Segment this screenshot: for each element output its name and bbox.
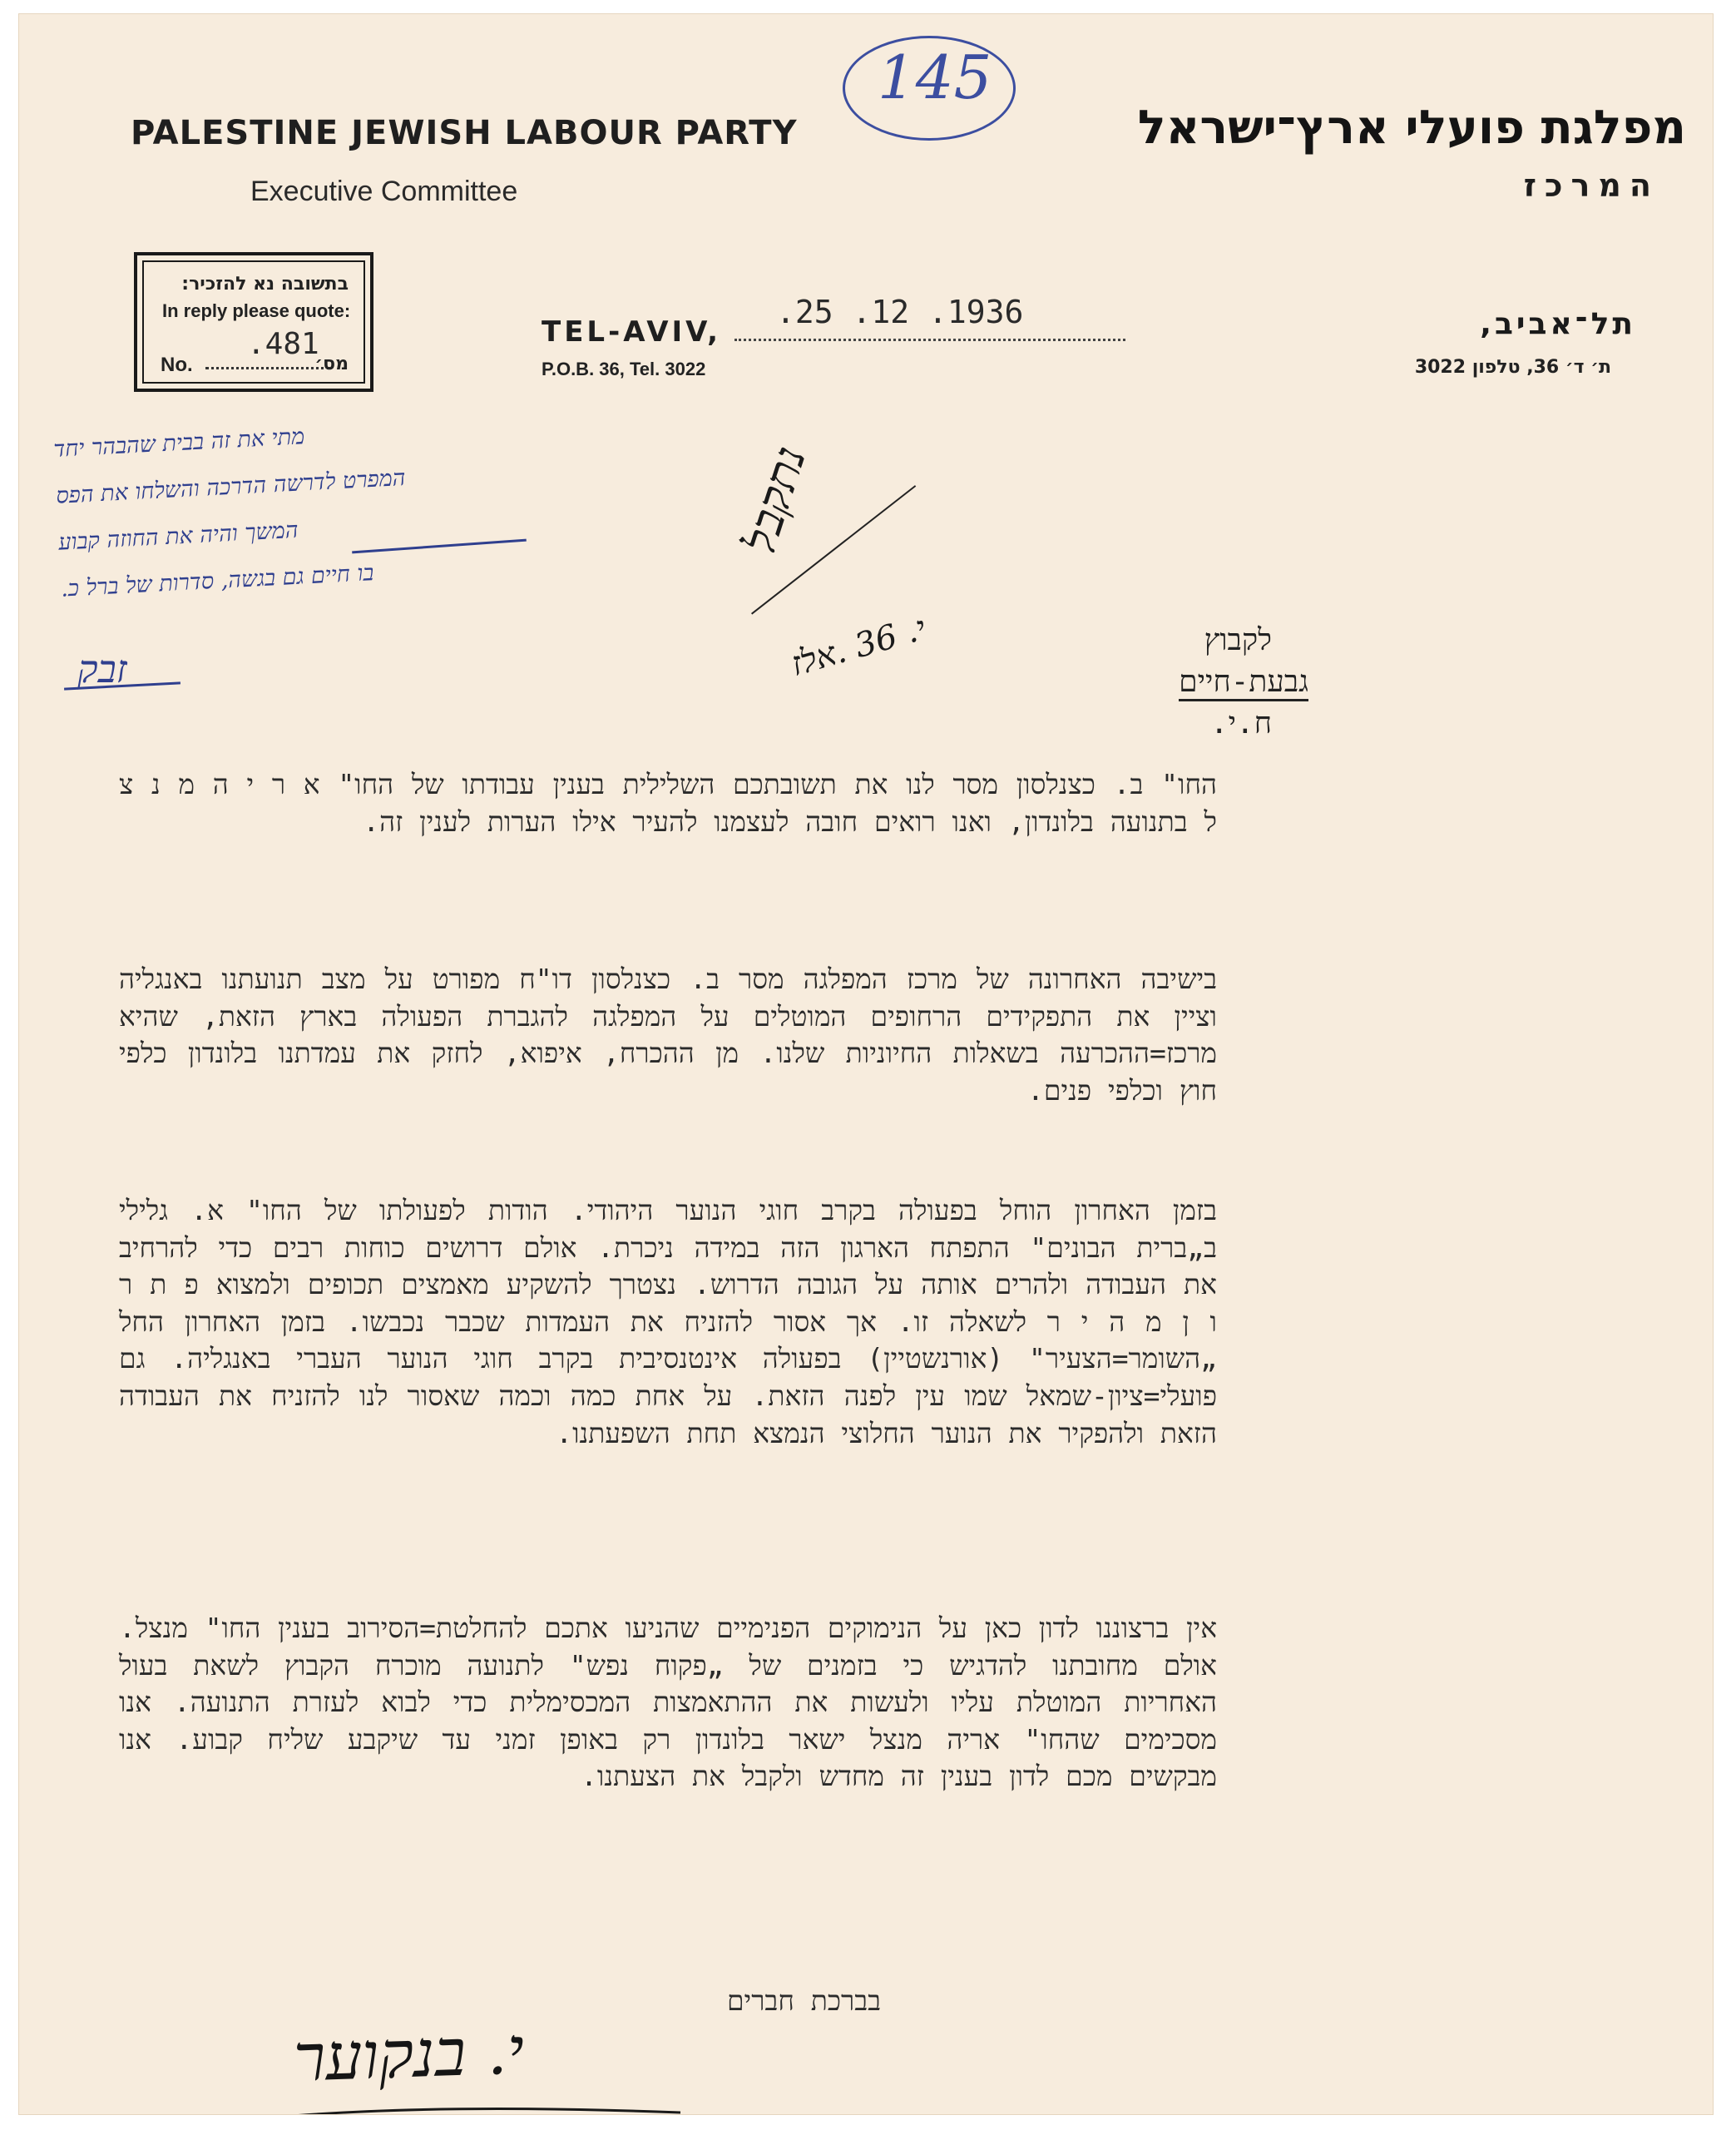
addressee-line: ח.י. bbox=[1209, 706, 1272, 741]
body-paragraph bbox=[119, 961, 1417, 1109]
body-paragraph bbox=[119, 1192, 1417, 1452]
org-name-english: PALESTINE JEWISH LABOUR PARTY bbox=[131, 114, 798, 152]
addressee-kibbutz-name: גבעת-חיים bbox=[1179, 665, 1308, 701]
committee-name-hebrew: המרכז bbox=[1523, 167, 1659, 204]
handwritten-line: המשך והיה את החוזה קבוע bbox=[57, 517, 299, 556]
closing-signature: י. בנקוער bbox=[292, 2014, 526, 2097]
date-dotted-line bbox=[734, 339, 1125, 341]
pob-hebrew: ת׳ ד׳ 36, טלפון 3022 bbox=[1414, 357, 1611, 378]
committee-name-english: Executive Committee bbox=[250, 176, 518, 207]
folio-number: 145 bbox=[878, 42, 992, 112]
paragraph-text: בזמן האחרון הוחל בפעולה בקרב חוגי הנוער היהודי. הודות לפעולתו של החו" א. גלילי ב„ברית הבונים" התפתח הארגון הזה במידה ניכרת. אולם דרושים כוחות רבים כדי להרחיב את העבודה ולהרים אותה על הגובה הדרוש. נצטרך להשקיע מאמצים תכופים ולמצוא פ ת ר ו ן מ ה י ר לשאלה זו. אך אסור להזניח את העמדות שכבר נכבשו. בזמן האחרון החל „השומר=הצעיר" (אורנשטיין) בפעולה אינטנסיבית בקרב חוגי הנוער העברי באנגליה. גם פועלי=ציון-שמאל שמו עין לפנה הזאת. על אחת כמה וכמה שאסור לנו להזניח את העבודה הזאת ולהפקיר את הנוער החלוצי הנמצא תחת השפעתנו. bbox=[119, 1194, 1217, 1449]
handwritten-line: בו חיים גם בגשה, סדרות של ברל כ. bbox=[60, 560, 375, 602]
org-name-hebrew: מפלגת פועלי ארץ־ישראל bbox=[1137, 101, 1686, 155]
closing-salutation: בברכת חברים bbox=[726, 1984, 881, 2017]
paragraph-text: בישיבה האחרונה של מרכז המפלגה מסר ב. כצנלסון דו"ח מפורט על מצב תנועתנו באנגליה וציין את התפקידים הרחופים המוטלים על המפלגה להגברת הפעולה בארץ הזאת, שהיא מרכז=ההכרעה בשאלות החיוניות שלנו. מן ההכרח, איפוא, לחזק את עמדתנו בלונדון כלפי חוץ וכלפי פנים. bbox=[119, 963, 1217, 1107]
city-hebrew: תל־אביב, bbox=[1480, 307, 1636, 341]
signature-swoosh bbox=[252, 2094, 685, 2115]
reply-label-hebrew: בתשובה נא להזכיר: bbox=[181, 274, 349, 295]
letter-date: .25 .12 .1936 bbox=[776, 294, 1024, 330]
handwritten-initials: זבק bbox=[77, 646, 127, 691]
city-english: TEL-AVIV, bbox=[542, 315, 722, 349]
reply-no-label: No. bbox=[161, 354, 193, 376]
reply-mis-label: מס׳ bbox=[314, 354, 349, 374]
received-signature: נתקבל bbox=[733, 439, 817, 560]
addressee-line: לקבוץ bbox=[1204, 623, 1272, 657]
body-paragraph bbox=[119, 1610, 1417, 1796]
received-date: י. 36 .אלז bbox=[787, 608, 931, 684]
addressee-block bbox=[1179, 620, 1308, 745]
reply-number: .481 bbox=[247, 327, 319, 361]
handwritten-line: המפרט לדרשה הדרכה והשלחו את הפס bbox=[55, 464, 407, 509]
body-paragraph bbox=[119, 766, 1417, 840]
handwritten-line: מתי את זה בבית שהבהר יחד bbox=[52, 424, 305, 463]
addressee-line bbox=[1179, 661, 1308, 703]
reply-label-english: In reply please quote: bbox=[162, 300, 351, 321]
pob-english: P.O.B. 36, Tel. 3022 bbox=[542, 359, 706, 379]
paragraph-text: אין ברצוננו לדון כאן על הנימוקים הפנימיים שהניעו אתכם להחלטת=הסירוב בענין החו" מנצל. אולם מחובתנו להדגיש כי בזמנים של „פקוח נפש" לתנועה מוכרח הקבוץ לשאת בעול האחריות המוטלת עליו ולעשות את ההתאמצות המכסימלית כדי לבוא לעזרת התנועה. אנו מסכימים שהחו" אריה מנצל ישאר בלונדון רק באופן זמני עד שיקבע שליח קבוע. אנו מבקשים מכם לדון בענין זה מחדש ולקבל את הצעתנו. bbox=[119, 1612, 1217, 1793]
paragraph-text: החו" ב. כצנלסון מסר לנו את תשובתכם השלילית בענין עבודתו של החו" א ר י ה מ נ צ ל בתנועה בלונדון, ואנו רואים חובה לעצמנו להעיר אילו הערות לענין זה. bbox=[119, 768, 1217, 838]
letter-page bbox=[18, 13, 1714, 2115]
reply-box-inner-border bbox=[142, 260, 365, 384]
reply-dotted-line bbox=[205, 367, 330, 369]
reply-reference-box bbox=[134, 252, 373, 392]
handwritten-note bbox=[52, 398, 611, 612]
